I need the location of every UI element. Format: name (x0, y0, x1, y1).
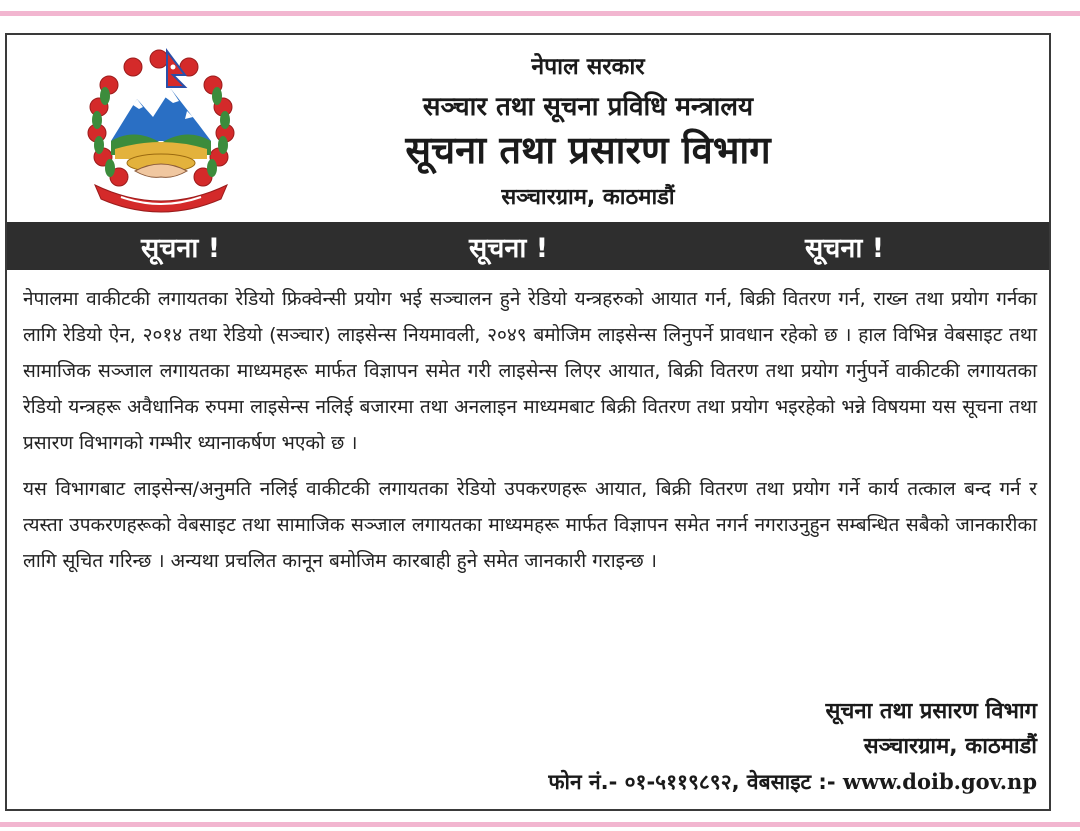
department-address: सञ्चारग्राम, काठमाडौं (501, 185, 675, 210)
top-pink-rule (0, 11, 1080, 16)
phone-number: ०१-५११९८९२, (624, 770, 740, 794)
banner-word: सूचना ! (141, 233, 221, 264)
signature-address: सञ्चारग्राम, काठमाडौं (863, 734, 1037, 759)
notice-body (23, 281, 1037, 579)
signature-department: सूचना तथा प्रसारण विभाग (825, 699, 1037, 724)
notice-paragraph: यस विभागबाट लाइसेन्स/अनुमति नलिई वाकीटकी लगायतका रेडियो उपकरणहरू आयात, बिक्री वितरण तथा प्रयोग गर्ने कार्य तत्काल बन्द गर्न र त्यस्ता उपकरणहरूको वेबसाइट तथा सामाजिक सञ्जाल लगायतका माध्यमहरू मार्फत विज्ञापन समेत नगर्न नगराउनुहुन सम्बन्धित सबैको जानकारीका लागि सूचित गरिन्छ । अन्यथा प्रचलित कानून बमोजिम कारबाही हुने समेत जानकारी गराइन्छ । (23, 478, 1037, 572)
banner-word: सूचना ! (469, 233, 549, 264)
notice-banner (7, 222, 1049, 270)
website-label: वेबसाइट :- (746, 770, 836, 794)
government-name: नेपाल सरकार (531, 54, 645, 80)
website-link[interactable]: www.doib.gov.np (842, 769, 1037, 794)
banner-word: सूचना ! (805, 233, 885, 264)
bottom-pink-rule (0, 822, 1080, 827)
public-notice (5, 33, 1051, 811)
phone-label: फोन नं.- (548, 770, 618, 794)
notice-header (7, 35, 1049, 222)
ministry-name: सञ्चार तथा सूचना प्रविधि मन्त्रालय (422, 92, 754, 122)
contact-line (548, 768, 1037, 796)
department-name: सूचना तथा प्रसारण विभाग (405, 128, 771, 172)
notice-paragraph: नेपालमा वाकीटकी लगायतका रेडियो फ्रिक्वेन्सी प्रयोग भई सञ्चालन हुने रेडियो यन्त्रहरुको आयात गर्न, बिक्री वितरण गर्न, राख्न तथा प्रयोग गर्नका लागि रेडियो ऐन, २०१४ तथा रेडियो (सञ्चार) लाइसेन्स नियमावली, २०४९ बमोजिम लाइसेन्स लिनुपर्ने प्रावधान रहेको छ । हाल विभिन्न वेबसाइट तथा सामाजिक सञ्जाल लगायतका माध्यमहरू मार्फत विज्ञापन समेत गरी लाइसेन्स लिएर आयात, बिक्री वितरण तथा प्रयोग गर्नुपर्ने वाकीटकी लगायतका रेडियो यन्त्रहरू अवैधानिक रुपमा लाइसेन्स नलिई बजारमा तथा अनलाइन माध्यमबाट बिक्री वितरण तथा प्रयोग भइरहेको भन्ने विषयमा यस सूचना तथा प्रसारण विभागको गम्भीर ध्यानाकर्षण भएको छ । (23, 288, 1037, 454)
